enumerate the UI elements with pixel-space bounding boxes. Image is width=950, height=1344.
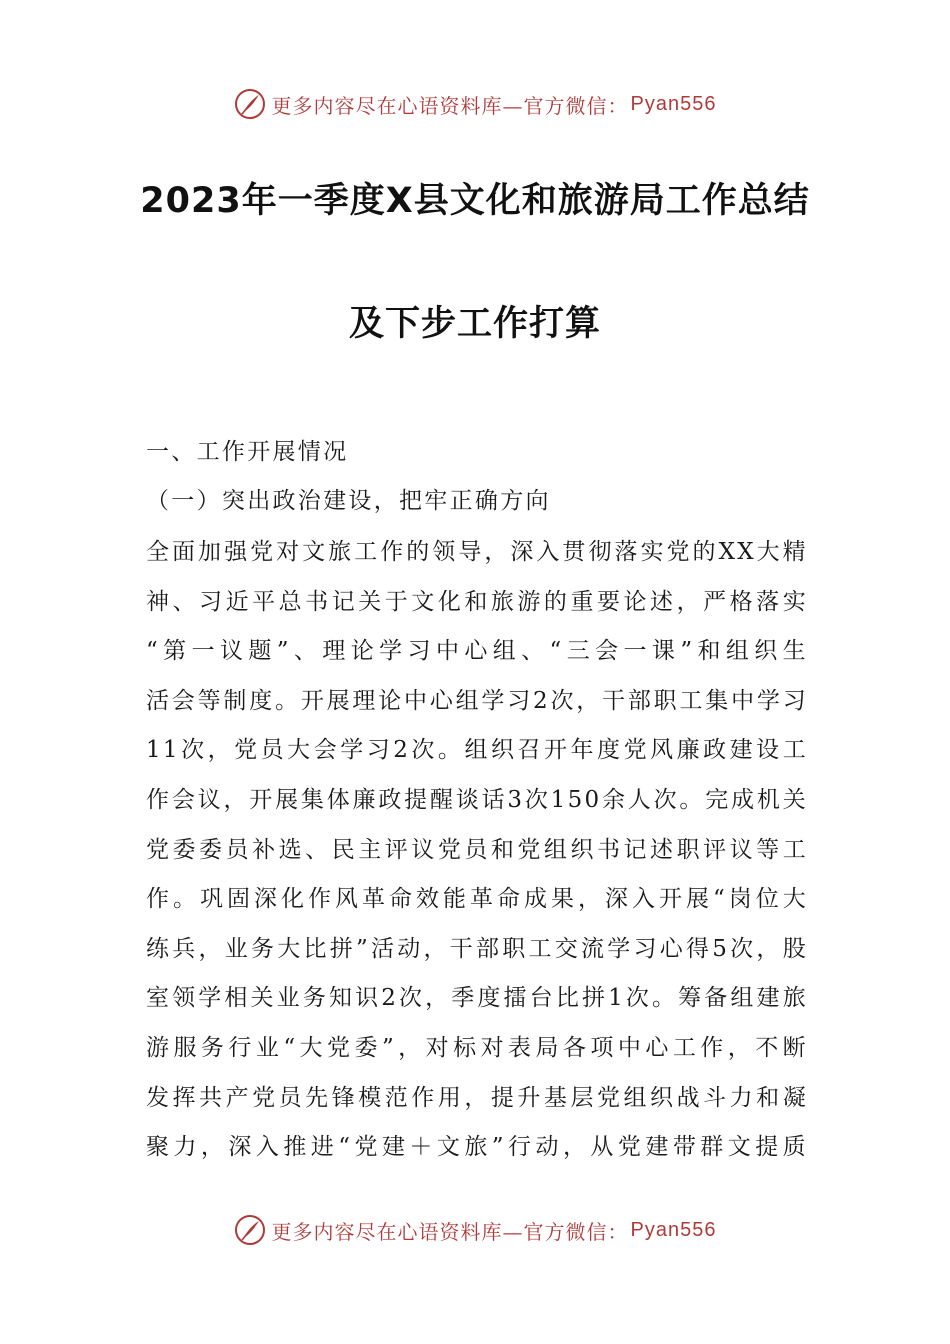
watermark-wechat-id: Pyan556	[630, 1218, 717, 1241]
paragraph-line: 练兵，业务大比拼”活动，干部职工交流学习心得5次，股	[146, 935, 808, 962]
paragraph-line: 11次，党员大会学习2次。组织召开年度党风廉政建设工	[146, 737, 808, 764]
paragraph-line: 聚力，深入推进“党建＋文旅”行动，从党建带群文提质	[146, 1134, 808, 1161]
document-title-line-2: 及下步工作打算	[348, 304, 601, 344]
paragraph-line: “第一议题”、理论学习中心组、“三会一课”和组织生	[146, 638, 808, 665]
paragraph-line: 作。巩固深化作风革命效能革命成果，深入开展“岗位大	[146, 886, 808, 913]
watermark-footer	[0, 1210, 950, 1250]
watermark-wechat-id: Pyan556	[630, 92, 717, 115]
watermark-text: 更多内容尽在心语资料库—官方微信：	[271, 93, 629, 118]
watermark-text: 更多内容尽在心语资料库—官方微信：	[271, 1219, 629, 1244]
body-paragraph	[146, 528, 808, 1173]
paragraph-line: 神、习近平总书记关于文化和旅游的重要论述，严格落实	[146, 588, 808, 615]
paragraph-line: 活会等制度。开展理论中心组学习2次，干部职工集中学习	[146, 687, 808, 714]
paragraph-line: 游服务行业“大党委”，对标对表局各项中心工作，不断	[146, 1034, 808, 1061]
section-heading: 一、工作开展情况	[146, 439, 349, 465]
paragraph-line: 室领学相关业务知识2次，季度擂台比拼1次。筹备组建旅	[146, 985, 808, 1012]
feather-logo-icon	[234, 1214, 266, 1246]
paragraph-line: 全面加强党对文旅工作的领导，深入贯彻落实党的XX大精	[146, 539, 808, 565]
watermark-header	[0, 84, 950, 124]
subsection-heading: （一）突出政治建设，把牢正确方向	[146, 488, 551, 514]
feather-logo-icon	[234, 88, 266, 120]
paragraph-line: 党委委员补选、民主评议党员和党组织书记述职评议等工	[146, 836, 808, 863]
paragraph-line: 发挥共产党员先锋模范作用，提升基层党组织战斗力和凝	[146, 1084, 808, 1111]
paragraph-line: 作会议，开展集体廉政提醒谈话3次150余人次。完成机关	[146, 786, 808, 813]
document-title-line-1: 2023年一季度X县文化和旅游局工作总结	[140, 181, 810, 221]
